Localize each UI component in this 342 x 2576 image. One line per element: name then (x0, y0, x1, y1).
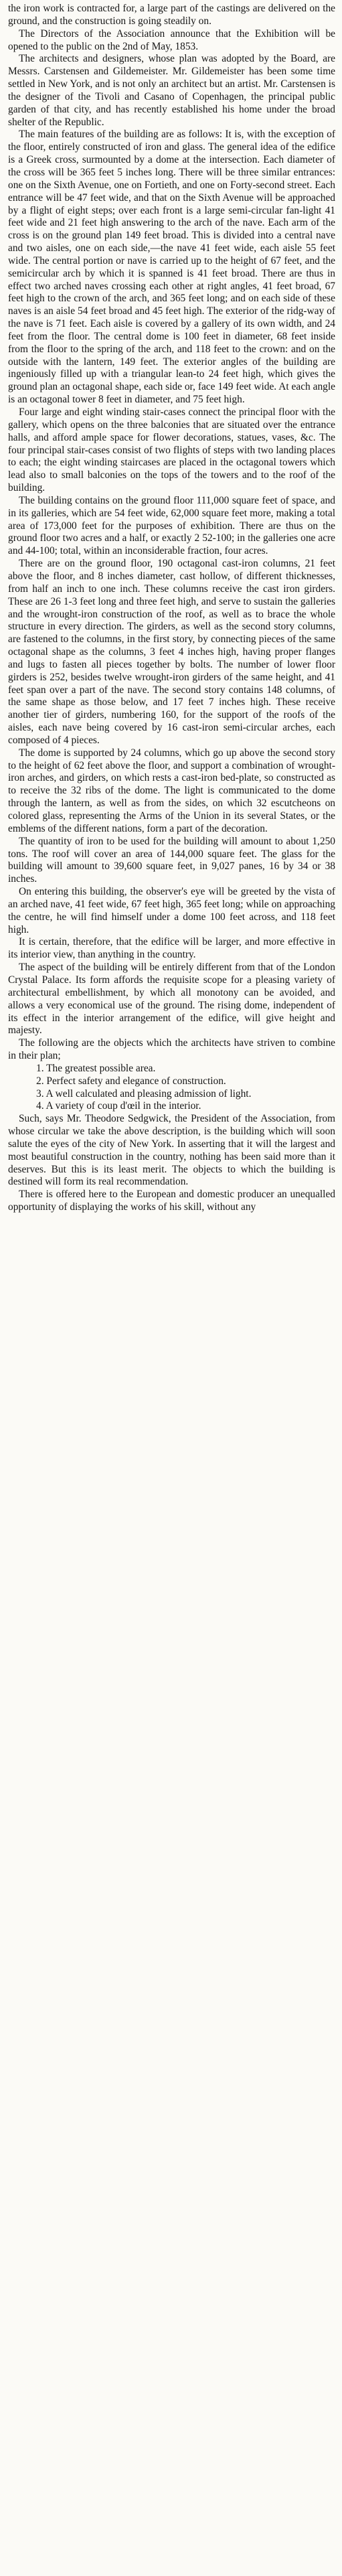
article-paragraph-7: There are on the ground floor, 190 octagonal cast-iron columns, 21 feet above the floor, and 8 inches diameter, cast hollow, of different thicknesses, from half an inch to one inch. These columns receive the cast iron girders. These are 26 1-3 feet long and three feet high, and serve to sustain the galleries and the wrought-iron construction of the roof, as well as to brace the whole structure in every direction. The girders, as well as the second story columns, are fastened to the columns, in the first story, by connecting pieces of the same octagonal shape as the columns, 3 feet 4 inches high, having proper flanges and lugs to fasten all pieces together by bolts. The number of lower floor girders is 252, besides twelve wrought-iron girders of the same height, and 41 feet span over a part of the nave. The second story contains 148 columns, of the same shape as those below, and 17 feet 7 inches high. These receive another tier of girders, numbering 160, for the support of the roofs of the aisles, each nave being covered by 16 cast-iron semi-circular arches, each composed of 4 pieces. (8, 558, 335, 746)
article-paragraph-8: The dome is supported by 24 columns, which go up above the second story to the height of 62 feet above the floor, and support a combination of wrought-iron arches, and girders, on which rests a cast-iron bed-plate, so constructed as to receive the 32 ribs of the dome. The light is communicated to the dome through the lantern, as well as from the sides, on which 32 escutcheons on colored glass, representing the Arms of the Union in its several States, or the emblems of the different nations, form a part of the decoration. (8, 747, 335, 834)
article-paragraph-15: There is offered here to the European and domestic producer an unequalled opportunity of displaying the works of his skill, without any (8, 1189, 335, 1213)
numbered-item-2: 2. Perfect safety and elegance of construction. (36, 1075, 226, 1087)
numbered-item-4: 4. A variety of coup d'œil in the interior. (36, 1100, 201, 1112)
article-paragraph-12: The aspect of the building will be entirely different from that of the London Crystal Palace. Its form affords the requisite scope for a pleasing variety of architectural embellishment, by which all monotony can be avoided, and allows a very economical use of the ground. The rising dome, independent of its effect in the interior arrangement of the edifice, will give height and majesty. (8, 962, 335, 1037)
article-paragraph-10: On entering this building, the observer's eye will be greeted by the vista of an arched nave, 41 feet wide, 67 feet high, 365 feet long; while on approaching the centre, he will find himself under a dome 100 feet across, and 118 feet high. (8, 886, 335, 935)
article-paragraph-9: The quantity of iron to be used for the building will amount to about 1,250 tons. The roof will cover an area of 144,000 square feet. The glass for the building will amount to 39,600 square feet, in 9,027 panes, 16 by 34 or 38 inches. (8, 835, 335, 885)
article-paragraph-14: Such, says Mr. Theodore Sedgwick, the President of the Association, from whose circular we take the above description, is the building which will soon salute the eyes of the city of New York. In asserting that it will the largest and most beautiful construction in the country, nothing has been said more than it deserves. But this is its least merit. The objects to which the building is destined will form its real recommendation. (8, 1113, 335, 1188)
article-paragraph-4: The main features of the building are as follows: It is, with the exception of the floor, entirely constructed of iron and glass. The general idea of the edifice is a Greek cross, surmounted by a dome at the intersection. Each diameter of the cross will be 365 feet 5 inches long. There will be three similar entrances: one on the Sixth Avenue, one on Fortieth, and one on Forty-second street. Each entrance will be 47 feet wide, and that on the Sixth Avenue will be approached by a flight of eight steps; over each front is a large semi-circular fan-light 41 feet wide and 21 feet high answering to the arch of the nave. Each arm of the cross is on the ground plan 149 feet broad. This is divided into a central nave and two aisles, one on each side,—the nave 41 feet wide, each aisle 55 feet wide. The central portion or nave is carried up to the height of 67 feet, and the semicircular arch by which it is spanned is 41 feet broad. There are thus in effect two arched naves crossing each other at right angles, 41 feet broad, 67 feet high to the crown of the arch, and 365 feet long; and on each side of these naves is an aisle 54 feet broad and 45 feet high. The exterior of the ridg-way of the nave is 71 feet. Each aisle is covered by a gallery of its own width, and 24 feet from the floor. The central dome is 100 feet in diameter, 68 feet inside from the floor to the spring of the arch, and 118 feet to the crown: and on the outside with the lantern, 149 feet. The exterior angles of the building are ingeniously filled up with a triangular lean-to 24 feet high, which gives the ground plan an octagonal shape, each side or, face 149 feet wide. At each angle is an octagonal tower 8 feet in diameter, and 75 feet high. (8, 129, 335, 406)
numbered-item-1: 1. The greatest possible area. (36, 1062, 156, 1074)
article-paragraph-13: The following are the objects which the architects have striven to combine in their plan; (8, 1037, 335, 1062)
article-paragraph-5: Four large and eight winding stair-cases connect the principal floor with the gallery, which opens on the three balconies that are situated over the entrance halls, and afford ample space for flower decorations, statues, vases, &c. The four principal stair-cases consist of two flights of steps with two landing places to each; the eight winding staircases are placed in the octagonal towers which lead also to small balconies on the tops of the towers and to the roof of the building. (8, 406, 335, 494)
article-paragraph-3: The architects and designers, whose plan was adopted by the Board, are Messrs. Carstensen and Gildemeister. Mr. Gildemeister has been some time settled in New York, and is not only an architect but an artist. Mr. Carstensen is the designer of the Tivoli and Casano of Copenhagen, the principal public garden of that city, and has recently established his home under the broad shelter of the Republic. (8, 53, 335, 128)
article-paragraph-2: The Directors of the Association announce that the Exhibition will be opened to the public on the 2nd of May, 1853. (8, 27, 335, 52)
article-paragraph-1: the iron work is contracted for, a large part of the castings are delivered on the ground, and the construction is going steadily on. (8, 3, 335, 27)
article-paragraph-11: It is certain, therefore, that the edifice will be larger, and more effective in its interior view, than anything in the country. (8, 936, 335, 961)
article-paragraph-6: The building contains on the ground floor 111,000 square feet of space, and in its galleries, which are 54 feet wide, 62,000 square feet more, making a total area of 173,000 feet for the purposes of exhibition. There are thus on the ground floor two acres and a half, or exactly 2 52-100; in the galleries one acre and 44-100; total, within an inconsiderable fraction, four acres. (8, 494, 335, 557)
numbered-item-3: 3. A well calculated and pleasing admission of light. (36, 1087, 252, 1100)
